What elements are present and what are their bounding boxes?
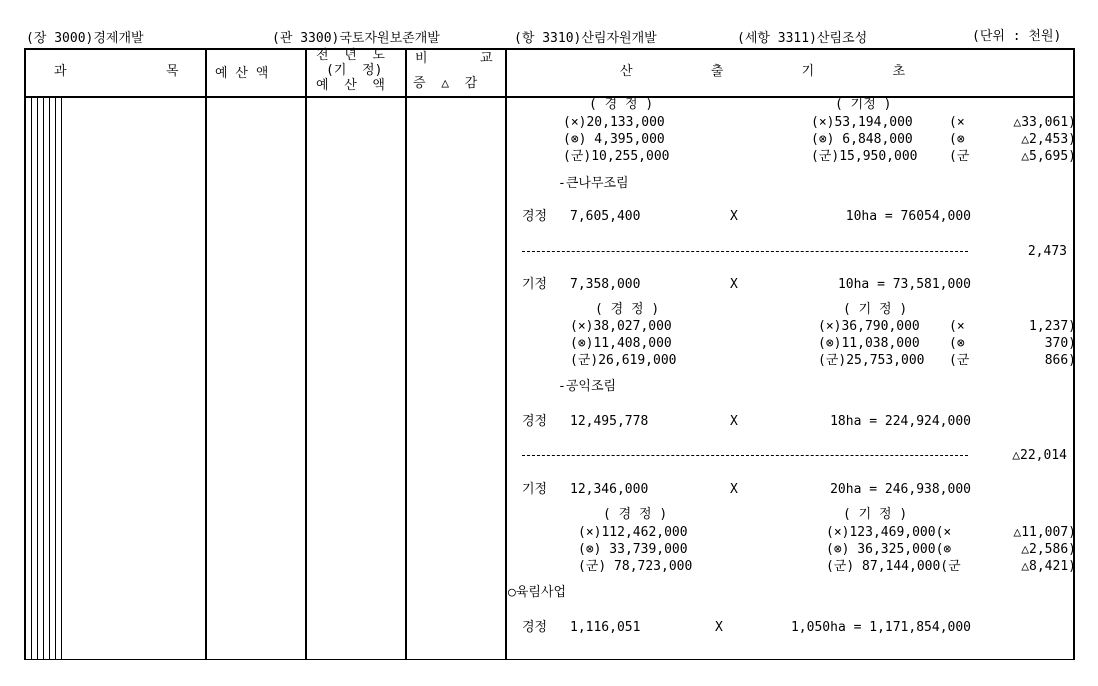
block1-gj-header: ( 경 정 ) [589,97,654,112]
block2-row3-kj: (군)25,753,000 [818,353,925,368]
block1-kj-header: ( 기정 ) [835,97,892,112]
block1-row1-kj: (×)53,194,000 [811,115,913,130]
section1-diff: 2,473 [1027,244,1067,259]
block3-row2-gj: (⊗) 33,739,000 [578,542,688,557]
section3-title: ○육림사업 [508,585,567,600]
block3-row3-diff: △8,421) [1021,559,1076,574]
block2-gj-header: ( 경 정 ) [595,302,660,317]
col-divider-budget [205,48,207,660]
block2-row2-diff: 370) [1044,336,1076,351]
block1-row3-kj: (군)15,950,000 [811,149,918,164]
block3-row1-kj: (×)123,469,000(× [826,525,952,540]
section1-kj-amount: 7,358,000 [570,277,641,292]
header-sehang: (세항 3311)산림조성 [737,31,868,46]
section3-gj-calc: 1,050ha = 1,171,854,000 [790,620,971,635]
header-unit: (단위 : 천원) [972,29,1062,44]
block1-row1-gj: (×)20,133,000 [563,115,665,130]
section2-gj-multiply: X [730,414,738,429]
section2-gj-amount: 12,495,778 [570,414,649,429]
hierarchy-line [61,98,62,660]
block1-row2-mark: (⊗ [949,132,965,147]
block3-row1-diff: △11,007) [1013,525,1076,540]
section1-gj-label: 경정 [522,209,548,224]
section3-gj-amount: 1,116,051 [570,620,641,635]
block1-row1-diff: △33,061) [1013,115,1076,130]
block1-row2-diff: △2,453) [1021,132,1076,147]
block1-row2-kj: (⊗) 6,848,000 [811,132,913,147]
col-header-mok: 목 [166,64,179,79]
col-header-cmp-gyo: 교 [480,51,493,66]
table-top-border [24,48,1074,50]
hierarchy-line [43,98,44,660]
hierarchy-line [55,98,56,660]
section2-dash-line [522,455,968,456]
header-gwan: (관 3300)국토자원보존개발 [272,31,440,46]
block3-row3-kj: (군) 87,144,000(군 [826,559,961,574]
section3-gj-label: 경정 [522,620,548,635]
section1-gj-calc: 10ha = 76054,000 [845,209,971,224]
section1-gj-multiply: X [730,209,738,224]
section1-kj-multiply: X [730,277,738,292]
col-header-basis: 산 출 기 초 [620,64,906,79]
block2-kj-header: ( 기 정 ) [843,302,908,317]
col-header-prev-2: (기 정) [326,63,383,78]
section1-gj-amount: 7,605,400 [570,209,641,224]
col-header-cmp-diff: 증 △ 감 [413,76,478,91]
hierarchy-line [37,98,38,660]
col-header-cmp-bi: 비 [415,51,428,66]
hierarchy-line [49,98,50,660]
block3-row1-gj: (×)112,462,000 [578,525,688,540]
block2-row3-diff: 866) [1044,353,1076,368]
block1-row3-mark: (군 [949,149,970,164]
block2-row2-kj: (⊗)11,038,000 [818,336,920,351]
section1-dash-line [522,251,968,252]
section1-kj-calc: 10ha = 73,581,000 [837,277,971,292]
section2-kj-calc: 20ha = 246,938,000 [830,482,971,497]
block1-row1-mark: (× [949,115,965,130]
header-hang: (항 3310)산림자원개발 [514,31,657,46]
col-divider-basis [505,48,507,660]
block2-row2-mark: (⊗ [949,336,965,351]
section2-gj-calc: 18ha = 224,924,000 [830,414,971,429]
block1-row2-gj: (⊗) 4,395,000 [563,132,665,147]
col-divider-prev [305,48,307,660]
block2-row2-gj: (⊗)11,408,000 [570,336,672,351]
block2-row1-mark: (× [949,319,965,334]
block2-row1-kj: (×)36,790,000 [818,319,920,334]
col-header-budget: 예 산 액 [215,66,269,81]
section2-gj-label: 경정 [522,414,548,429]
section3-gj-multiply: X [715,620,723,635]
block3-gj-header: ( 경 정 ) [603,507,668,522]
section2-kj-amount: 12,346,000 [570,482,649,497]
section1-title: -큰나무조림 [558,176,629,191]
col-header-prev-3: 예 산 액 [316,78,385,93]
block3-kj-header: ( 기 정 ) [843,507,908,522]
block2-row1-gj: (×)38,027,000 [570,319,672,334]
col-divider-compare [405,48,407,660]
block2-row1-diff: 1,237) [1029,319,1076,334]
table-left-border [24,48,26,660]
block3-row2-diff: △2,586) [1021,542,1076,557]
header-jang: (장 3000)경제개발 [26,31,144,46]
block1-row3-gj: (군)10,255,000 [563,149,670,164]
block3-row2-kj: (⊗) 36,325,000(⊗ [826,542,952,557]
header-bottom-border [24,96,1074,98]
hierarchy-line [31,98,32,660]
block2-row3-mark: (군 [949,353,970,368]
block1-row3-diff: △5,695) [1021,149,1076,164]
section2-kj-label: 기정 [522,482,548,497]
block3-row3-gj: (군) 78,723,000 [578,559,693,574]
col-header-prev-1: 전 년 도 [316,48,385,63]
section1-kj-label: 기정 [522,277,548,292]
block2-row3-gj: (군)26,619,000 [570,353,677,368]
section2-diff: △22,014 [1012,448,1067,463]
col-header-gwa: 과 [54,64,67,79]
section2-kj-multiply: X [730,482,738,497]
section2-title: -공익조림 [558,379,617,394]
table-bottom-border [24,659,1074,660]
